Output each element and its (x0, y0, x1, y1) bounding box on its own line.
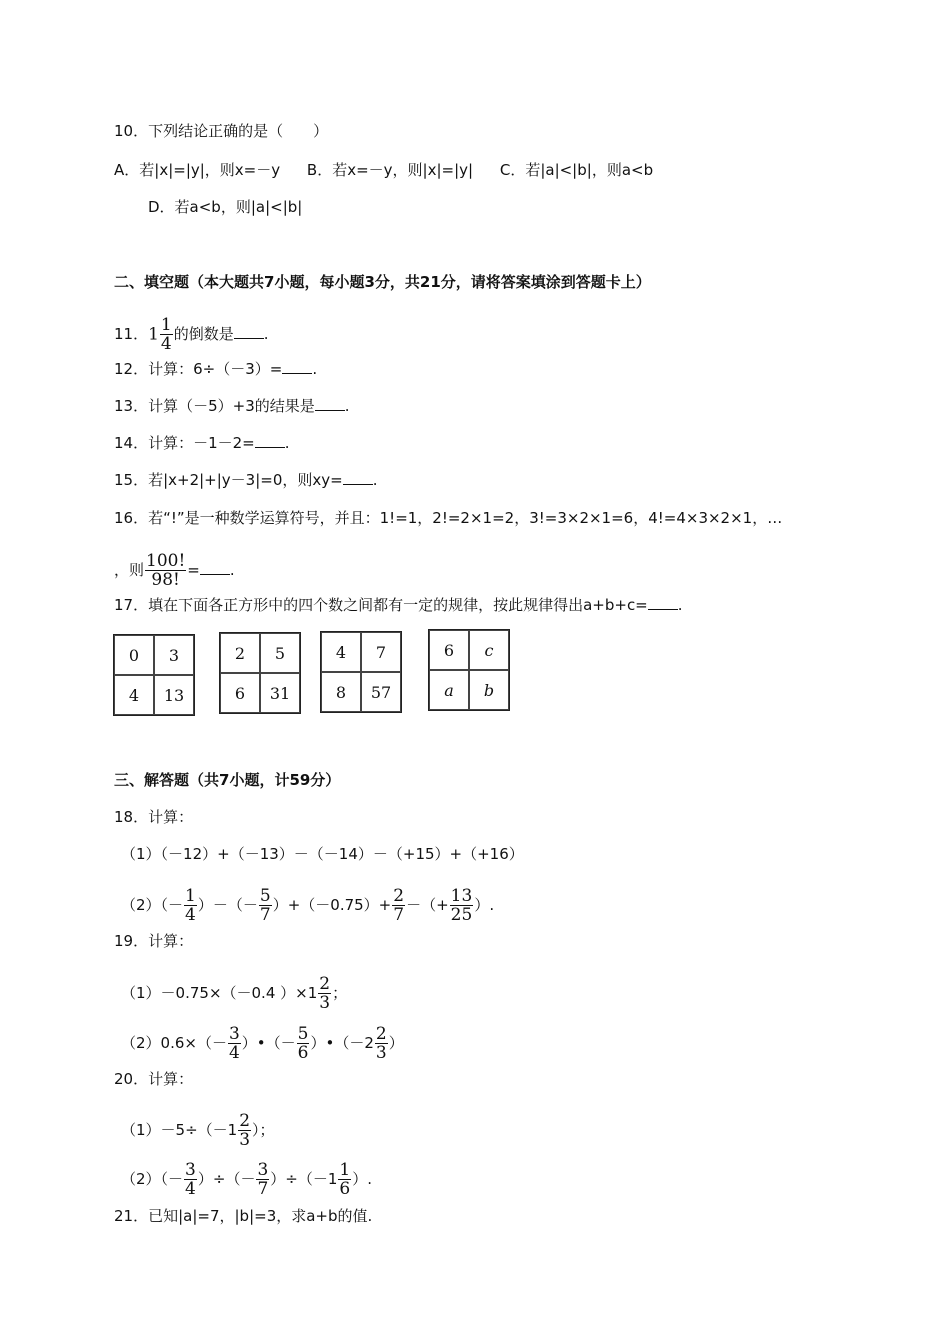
q15: 15．若|x+2|+|y－3|=0，则xy= . (114, 471, 378, 489)
fraction: $\frac{3}{7}$ (257, 1160, 269, 1199)
square-cell: 7 (361, 632, 401, 672)
answer-blank[interactable] (200, 560, 230, 575)
fraction: $\frac{3}{4}$ (185, 1160, 196, 1199)
fraction: $\frac{13}{25}$ (450, 886, 473, 925)
q21: 21．已知|a|=7，|b|=3，求a+b的值. (114, 1207, 373, 1225)
q10-option-d[interactable]: D．若a<b，则|a|<|b| (148, 198, 303, 216)
q11-fraction: $\frac{1}{4}$ (160, 315, 172, 354)
fraction: $\frac{1}{4}$ (185, 886, 196, 925)
answer-blank[interactable] (343, 470, 373, 485)
fraction: $\frac{2}{3}$ (375, 1024, 387, 1063)
q13: 13．计算（－5）+3的结果是 . (114, 397, 350, 415)
answer-blank[interactable] (234, 324, 264, 339)
q20-title: 20．计算： (114, 1070, 194, 1088)
q10-option-c[interactable]: C．若|a|<|b|，则a<b (499, 161, 654, 179)
answer-blank[interactable] (648, 595, 678, 610)
square-cell: 6 (220, 673, 260, 713)
q18-title: 18．计算： (114, 808, 194, 826)
fraction: $\frac{2}{7}$ (393, 886, 405, 925)
square-cell: 31 (260, 673, 300, 713)
answer-blank[interactable] (255, 433, 285, 448)
q19-part2: （2）0.6×（－ $\frac{3}{4}$ ）•（－ $\frac{5}{6}$ ）•（－2 $\frac{2}{3}$ ） (121, 1024, 404, 1063)
q14: 14．计算：－1－2= . (114, 434, 290, 452)
q18-part1: （1）（－12）+（－13）－（－14）－（+15）+（+16） (121, 845, 524, 863)
q16-fraction: $\frac{100!}{98!}$ (146, 551, 186, 590)
square-cell: 6 (429, 630, 469, 670)
q19-part1: （1）－0.75×（－0.4 ）×1 $\frac{2}{3}$ ； (121, 974, 348, 1013)
square-cell: 0 (114, 635, 154, 675)
square-cell: 4 (321, 632, 361, 672)
square-cell: 4 (114, 675, 154, 715)
section-3-title: 三、解答题（共7小题，计59分） (114, 771, 341, 789)
answer-blank[interactable] (315, 396, 345, 411)
section-2-title: 二、填空题（本大题共7小题，每小题3分，共21分，请将答案填涂到答题卡上） (114, 273, 651, 291)
number-square-4 (428, 629, 510, 711)
number-square-2 (219, 632, 301, 714)
square-cell: 5 (260, 633, 300, 673)
answer-blank[interactable] (282, 359, 312, 374)
q10-stem: 10．下列结论正确的是（ ） (114, 122, 329, 140)
fraction: $\frac{5}{6}$ (297, 1024, 309, 1063)
q10-option-b[interactable]: B．若x=－y，则|x|=|y| (306, 161, 474, 179)
square-cell: a (429, 670, 469, 710)
fraction: $\frac{5}{7}$ (259, 886, 271, 925)
q17: 17．填在下面各正方形中的四个数之间都有一定的规律，按此规律得出a+b+c= . (114, 596, 683, 614)
q16-line2: ，则 $\frac{100!}{98!}$ = . (114, 551, 235, 590)
q10-option-a[interactable]: A．若|x|=|y|，则x=－y (114, 161, 281, 179)
number-square-1 (113, 634, 195, 716)
q20-part2: （2）（－ $\frac{3}{4}$ ）÷（－ $\frac{3}{7}$ ）÷（－1 $\frac{1}{6}$ ）. (121, 1160, 373, 1199)
square-cell: c (469, 630, 509, 670)
square-cell: 8 (321, 672, 361, 712)
fraction: $\frac{1}{6}$ (339, 1160, 351, 1199)
q20-part1: （1）－5÷（－1 $\frac{2}{3}$ ）； (121, 1111, 275, 1150)
square-cell: 3 (154, 635, 194, 675)
square-cell: 13 (154, 675, 194, 715)
number-square-3 (320, 631, 402, 713)
q16-line1: 16．若“!”是一种数学运算符号，并且：1!=1，2!=2×1=2，3!=3×2×1=6，4!=4×3×2×1，… (114, 509, 783, 527)
q11-whole: 1 (148, 324, 159, 345)
q18-part2: （2）（－ $\frac{1}{4}$ ）－（－ $\frac{5}{7}$ ）+（－0.75）+ $\frac{2}{7}$ －（+ $\frac{13}{25}$ ）. (121, 886, 495, 925)
square-cell: b (469, 670, 509, 710)
fraction: $\frac{2}{3}$ (239, 1111, 251, 1150)
q10-options-row (114, 160, 653, 180)
q11: 11．1 $\frac{1}{4}$ 的倒数是 . (114, 315, 269, 354)
square-cell: 57 (361, 672, 401, 712)
square-cell: 2 (220, 633, 260, 673)
fraction: $\frac{2}{3}$ (319, 974, 331, 1013)
q12: 12．计算：6÷（－3）= . (114, 360, 318, 378)
q19-title: 19．计算： (114, 932, 194, 950)
fraction: $\frac{3}{4}$ (228, 1024, 240, 1063)
